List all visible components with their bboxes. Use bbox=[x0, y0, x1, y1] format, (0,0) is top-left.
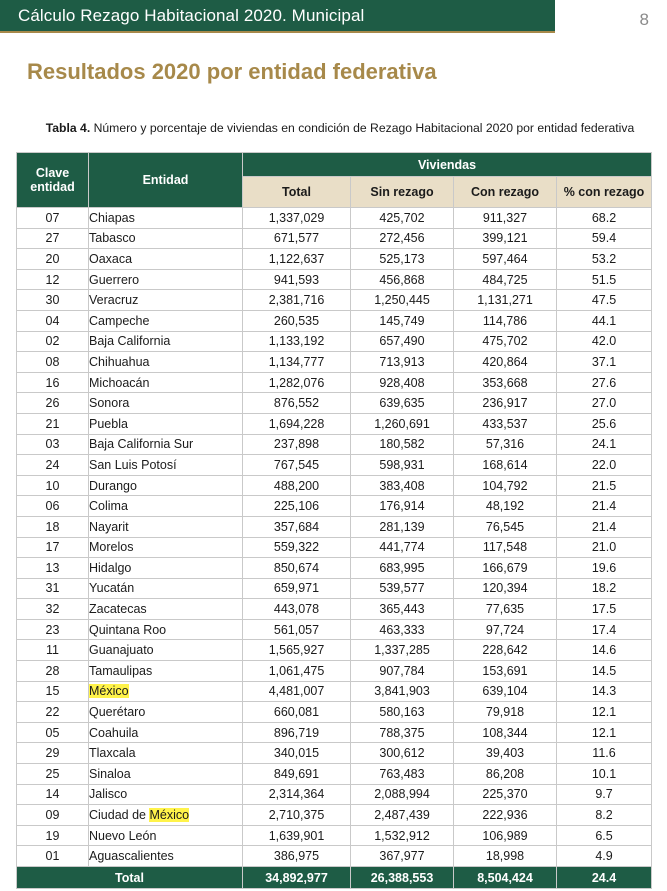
table-row bbox=[17, 784, 652, 805]
total-cell: 488,200 bbox=[243, 475, 351, 496]
table-total-row bbox=[17, 867, 652, 889]
sin-rezago-cell: 383,408 bbox=[351, 475, 454, 496]
entidad-cell: Aguascalientes bbox=[89, 846, 243, 867]
table-row bbox=[17, 805, 652, 826]
entidad-cell: Morelos bbox=[89, 537, 243, 558]
pct-con-rezago-cell: 21.4 bbox=[557, 496, 652, 517]
clave-cell: 28 bbox=[17, 661, 89, 682]
total-cell: 386,975 bbox=[243, 846, 351, 867]
clave-cell: 26 bbox=[17, 393, 89, 414]
pct-con-rezago-cell: 21.5 bbox=[557, 475, 652, 496]
entidad-cell: Colima bbox=[89, 496, 243, 517]
table-row bbox=[17, 640, 652, 661]
clave-cell: 15 bbox=[17, 681, 89, 702]
entidad-cell: Chihuahua bbox=[89, 352, 243, 373]
sin-rezago-cell: 3,841,903 bbox=[351, 681, 454, 702]
total-cell: 2,314,364 bbox=[243, 784, 351, 805]
total-cell: 1,282,076 bbox=[243, 372, 351, 393]
section-title: Resultados 2020 por entidad federativa bbox=[27, 59, 437, 84]
con-rezago-cell: 353,668 bbox=[454, 372, 557, 393]
con-rezago-cell: 79,918 bbox=[454, 702, 557, 723]
clave-cell: 08 bbox=[17, 352, 89, 373]
table-row bbox=[17, 290, 652, 311]
sin-rezago-cell: 463,333 bbox=[351, 619, 454, 640]
total-con-rezago: 8,504,424 bbox=[454, 867, 557, 889]
pct-con-rezago-cell: 21.0 bbox=[557, 537, 652, 558]
con-rezago-cell: 433,537 bbox=[454, 413, 557, 434]
table-row bbox=[17, 578, 652, 599]
sin-rezago-cell: 639,635 bbox=[351, 393, 454, 414]
clave-cell: 13 bbox=[17, 558, 89, 579]
sin-rezago-cell: 425,702 bbox=[351, 208, 454, 229]
table-row bbox=[17, 228, 652, 249]
total-cell: 876,552 bbox=[243, 393, 351, 414]
con-rezago-cell: 639,104 bbox=[454, 681, 557, 702]
entidad-name: Ciudad de México bbox=[89, 808, 190, 823]
clave-cell: 27 bbox=[17, 228, 89, 249]
sin-rezago-cell: 441,774 bbox=[351, 537, 454, 558]
total-cell: 2,710,375 bbox=[243, 805, 351, 826]
sin-rezago-cell: 788,375 bbox=[351, 722, 454, 743]
pct-con-rezago-cell: 24.1 bbox=[557, 434, 652, 455]
entidad-cell: Veracruz bbox=[89, 290, 243, 311]
total-label: Total bbox=[17, 867, 243, 889]
total-cell: 559,322 bbox=[243, 537, 351, 558]
table-row bbox=[17, 537, 652, 558]
entidad-cell bbox=[89, 681, 243, 702]
total-pct-con-rezago: 24.4 bbox=[557, 867, 652, 889]
pct-con-rezago-cell: 37.1 bbox=[557, 352, 652, 373]
clave-cell: 21 bbox=[17, 413, 89, 434]
pct-con-rezago-cell: 68.2 bbox=[557, 208, 652, 229]
sin-rezago-cell: 2,088,994 bbox=[351, 784, 454, 805]
entidad-cell: Quintana Roo bbox=[89, 619, 243, 640]
clave-cell: 31 bbox=[17, 578, 89, 599]
con-rezago-cell: 86,208 bbox=[454, 764, 557, 785]
table-row bbox=[17, 434, 652, 455]
con-rezago-cell: 484,725 bbox=[454, 269, 557, 290]
header-total: Total bbox=[243, 177, 351, 208]
table-row bbox=[17, 475, 652, 496]
table-row bbox=[17, 393, 652, 414]
total-cell: 357,684 bbox=[243, 516, 351, 537]
table-row bbox=[17, 249, 652, 270]
total-cell: 1,639,901 bbox=[243, 825, 351, 846]
entidad-cell: Querétaro bbox=[89, 702, 243, 723]
sin-rezago-cell: 300,612 bbox=[351, 743, 454, 764]
con-rezago-cell: 399,121 bbox=[454, 228, 557, 249]
table-body bbox=[17, 208, 652, 867]
total-cell: 671,577 bbox=[243, 228, 351, 249]
total-cell: 443,078 bbox=[243, 599, 351, 620]
table-row bbox=[17, 331, 652, 352]
pct-con-rezago-cell: 9.7 bbox=[557, 784, 652, 805]
pct-con-rezago-cell: 17.4 bbox=[557, 619, 652, 640]
table-row bbox=[17, 413, 652, 434]
sin-rezago-cell: 525,173 bbox=[351, 249, 454, 270]
clave-cell: 02 bbox=[17, 331, 89, 352]
pct-con-rezago-cell: 12.1 bbox=[557, 702, 652, 723]
entidad-cell: Campeche bbox=[89, 310, 243, 331]
clave-cell: 22 bbox=[17, 702, 89, 723]
clave-cell: 03 bbox=[17, 434, 89, 455]
total-cell: 4,481,007 bbox=[243, 681, 351, 702]
clave-cell: 20 bbox=[17, 249, 89, 270]
sin-rezago-cell: 2,487,439 bbox=[351, 805, 454, 826]
con-rezago-cell: 236,917 bbox=[454, 393, 557, 414]
clave-cell: 29 bbox=[17, 743, 89, 764]
table-row bbox=[17, 764, 652, 785]
total-cell: 660,081 bbox=[243, 702, 351, 723]
sin-rezago-cell: 145,749 bbox=[351, 310, 454, 331]
pct-con-rezago-cell: 25.6 bbox=[557, 413, 652, 434]
entidad-cell: Durango bbox=[89, 475, 243, 496]
sin-rezago-cell: 657,490 bbox=[351, 331, 454, 352]
con-rezago-cell: 104,792 bbox=[454, 475, 557, 496]
clave-cell: 05 bbox=[17, 722, 89, 743]
total-cell: 896,719 bbox=[243, 722, 351, 743]
table-row bbox=[17, 496, 652, 517]
entidad-cell: Jalisco bbox=[89, 784, 243, 805]
entidad-cell: Nayarit bbox=[89, 516, 243, 537]
con-rezago-cell: 153,691 bbox=[454, 661, 557, 682]
clave-cell: 07 bbox=[17, 208, 89, 229]
pct-con-rezago-cell: 14.3 bbox=[557, 681, 652, 702]
header-pct-con-rezago: % con rezago bbox=[557, 177, 652, 208]
total-cell: 1,694,228 bbox=[243, 413, 351, 434]
total-cell: 1,122,637 bbox=[243, 249, 351, 270]
con-rezago-cell: 18,998 bbox=[454, 846, 557, 867]
sin-rezago-cell: 713,913 bbox=[351, 352, 454, 373]
pct-con-rezago-cell: 27.0 bbox=[557, 393, 652, 414]
pct-con-rezago-cell: 12.1 bbox=[557, 722, 652, 743]
total-cell: 941,593 bbox=[243, 269, 351, 290]
total-cell: 850,674 bbox=[243, 558, 351, 579]
total-cell: 659,971 bbox=[243, 578, 351, 599]
clave-cell: 24 bbox=[17, 455, 89, 476]
document-header-bar bbox=[0, 0, 555, 33]
total-cell: 237,898 bbox=[243, 434, 351, 455]
entidad-cell: Sonora bbox=[89, 393, 243, 414]
clave-cell: 12 bbox=[17, 269, 89, 290]
total-viviendas: 34,892,977 bbox=[243, 867, 351, 889]
con-rezago-cell: 97,724 bbox=[454, 619, 557, 640]
header-entidad: Entidad bbox=[89, 153, 243, 208]
clave-cell: 17 bbox=[17, 537, 89, 558]
page-number: 8 bbox=[639, 10, 649, 29]
pct-con-rezago-cell: 27.6 bbox=[557, 372, 652, 393]
sin-rezago-cell: 683,995 bbox=[351, 558, 454, 579]
entidad-cell: Sinaloa bbox=[89, 764, 243, 785]
document-header-title: Cálculo Rezago Habitacional 2020. Municipal bbox=[18, 6, 365, 25]
sin-rezago-cell: 365,443 bbox=[351, 599, 454, 620]
con-rezago-cell: 225,370 bbox=[454, 784, 557, 805]
clave-cell: 06 bbox=[17, 496, 89, 517]
highlighted-text: México bbox=[149, 808, 190, 823]
table-row bbox=[17, 702, 652, 723]
entidad-cell: Coahuila bbox=[89, 722, 243, 743]
sin-rezago-cell: 580,163 bbox=[351, 702, 454, 723]
total-sin-rezago: 26,388,553 bbox=[351, 867, 454, 889]
entidad-cell: Guerrero bbox=[89, 269, 243, 290]
pct-con-rezago-cell: 11.6 bbox=[557, 743, 652, 764]
pct-con-rezago-cell: 22.0 bbox=[557, 455, 652, 476]
sin-rezago-cell: 367,977 bbox=[351, 846, 454, 867]
con-rezago-cell: 108,344 bbox=[454, 722, 557, 743]
header-viviendas: Viviendas bbox=[243, 153, 652, 177]
table-row bbox=[17, 661, 652, 682]
table-row bbox=[17, 743, 652, 764]
sin-rezago-cell: 1,532,912 bbox=[351, 825, 454, 846]
table-row bbox=[17, 681, 652, 702]
entidad-cell: Hidalgo bbox=[89, 558, 243, 579]
table-row bbox=[17, 619, 652, 640]
table-caption bbox=[40, 121, 640, 136]
clave-cell: 01 bbox=[17, 846, 89, 867]
total-cell: 260,535 bbox=[243, 310, 351, 331]
con-rezago-cell: 420,864 bbox=[454, 352, 557, 373]
pct-con-rezago-cell: 53.2 bbox=[557, 249, 652, 270]
entidad-cell: Tlaxcala bbox=[89, 743, 243, 764]
total-cell: 1,565,927 bbox=[243, 640, 351, 661]
sin-rezago-cell: 180,582 bbox=[351, 434, 454, 455]
entidad-cell bbox=[89, 805, 243, 826]
con-rezago-cell: 166,679 bbox=[454, 558, 557, 579]
table-row bbox=[17, 372, 652, 393]
entidad-cell: Baja California bbox=[89, 331, 243, 352]
clave-cell: 10 bbox=[17, 475, 89, 496]
total-cell: 340,015 bbox=[243, 743, 351, 764]
pct-con-rezago-cell: 44.1 bbox=[557, 310, 652, 331]
clave-cell: 23 bbox=[17, 619, 89, 640]
sin-rezago-cell: 539,577 bbox=[351, 578, 454, 599]
sin-rezago-cell: 272,456 bbox=[351, 228, 454, 249]
sin-rezago-cell: 176,914 bbox=[351, 496, 454, 517]
clave-cell: 30 bbox=[17, 290, 89, 311]
total-cell: 1,133,192 bbox=[243, 331, 351, 352]
clave-cell: 16 bbox=[17, 372, 89, 393]
con-rezago-cell: 168,614 bbox=[454, 455, 557, 476]
table-row bbox=[17, 722, 652, 743]
con-rezago-cell: 228,642 bbox=[454, 640, 557, 661]
rezago-table bbox=[16, 152, 652, 889]
sin-rezago-cell: 1,260,691 bbox=[351, 413, 454, 434]
con-rezago-cell: 57,316 bbox=[454, 434, 557, 455]
total-cell: 1,337,029 bbox=[243, 208, 351, 229]
entidad-cell: Yucatán bbox=[89, 578, 243, 599]
entidad-cell: Nuevo León bbox=[89, 825, 243, 846]
con-rezago-cell: 114,786 bbox=[454, 310, 557, 331]
pct-con-rezago-cell: 8.2 bbox=[557, 805, 652, 826]
con-rezago-cell: 222,936 bbox=[454, 805, 557, 826]
table-row bbox=[17, 825, 652, 846]
total-cell: 849,691 bbox=[243, 764, 351, 785]
entidad-cell: Baja California Sur bbox=[89, 434, 243, 455]
pct-con-rezago-cell: 10.1 bbox=[557, 764, 652, 785]
clave-cell: 11 bbox=[17, 640, 89, 661]
total-cell: 561,057 bbox=[243, 619, 351, 640]
header-clave-entidad: Clave entidad bbox=[17, 153, 89, 208]
entidad-cell: Guanajuato bbox=[89, 640, 243, 661]
total-cell: 1,061,475 bbox=[243, 661, 351, 682]
pct-con-rezago-cell: 47.5 bbox=[557, 290, 652, 311]
table-row bbox=[17, 599, 652, 620]
table-row bbox=[17, 269, 652, 290]
total-cell: 225,106 bbox=[243, 496, 351, 517]
total-cell: 767,545 bbox=[243, 455, 351, 476]
pct-con-rezago-cell: 19.6 bbox=[557, 558, 652, 579]
table-row bbox=[17, 352, 652, 373]
table-row bbox=[17, 846, 652, 867]
sin-rezago-cell: 928,408 bbox=[351, 372, 454, 393]
entidad-name: México bbox=[89, 684, 129, 699]
total-cell: 2,381,716 bbox=[243, 290, 351, 311]
sin-rezago-cell: 456,868 bbox=[351, 269, 454, 290]
con-rezago-cell: 77,635 bbox=[454, 599, 557, 620]
entidad-cell: San Luis Potosí bbox=[89, 455, 243, 476]
clave-cell: 32 bbox=[17, 599, 89, 620]
con-rezago-cell: 39,403 bbox=[454, 743, 557, 764]
table-row bbox=[17, 455, 652, 476]
sin-rezago-cell: 1,337,285 bbox=[351, 640, 454, 661]
entidad-cell: Puebla bbox=[89, 413, 243, 434]
con-rezago-cell: 106,989 bbox=[454, 825, 557, 846]
clave-cell: 04 bbox=[17, 310, 89, 331]
clave-cell: 25 bbox=[17, 764, 89, 785]
pct-con-rezago-cell: 14.6 bbox=[557, 640, 652, 661]
con-rezago-cell: 911,327 bbox=[454, 208, 557, 229]
con-rezago-cell: 48,192 bbox=[454, 496, 557, 517]
header-con-rezago: Con rezago bbox=[454, 177, 557, 208]
sin-rezago-cell: 763,483 bbox=[351, 764, 454, 785]
entidad-cell: Zacatecas bbox=[89, 599, 243, 620]
pct-con-rezago-cell: 6.5 bbox=[557, 825, 652, 846]
clave-cell: 19 bbox=[17, 825, 89, 846]
pct-con-rezago-cell: 4.9 bbox=[557, 846, 652, 867]
sin-rezago-cell: 598,931 bbox=[351, 455, 454, 476]
pct-con-rezago-cell: 51.5 bbox=[557, 269, 652, 290]
sin-rezago-cell: 281,139 bbox=[351, 516, 454, 537]
pct-con-rezago-cell: 14.5 bbox=[557, 661, 652, 682]
table-row bbox=[17, 516, 652, 537]
header-sin-rezago: Sin rezago bbox=[351, 177, 454, 208]
con-rezago-cell: 76,545 bbox=[454, 516, 557, 537]
con-rezago-cell: 597,464 bbox=[454, 249, 557, 270]
entidad-cell: Tamaulipas bbox=[89, 661, 243, 682]
con-rezago-cell: 475,702 bbox=[454, 331, 557, 352]
pct-con-rezago-cell: 18.2 bbox=[557, 578, 652, 599]
clave-cell: 09 bbox=[17, 805, 89, 826]
pct-con-rezago-cell: 17.5 bbox=[557, 599, 652, 620]
table-row bbox=[17, 208, 652, 229]
pct-con-rezago-cell: 42.0 bbox=[557, 331, 652, 352]
table-caption-label: Tabla 4. bbox=[45, 121, 91, 135]
con-rezago-cell: 1,131,271 bbox=[454, 290, 557, 311]
table-caption-text: Número y porcentaje de viviendas en condición de Rezago Habitacional 2020 por entidad federativa bbox=[90, 121, 635, 135]
sin-rezago-cell: 1,250,445 bbox=[351, 290, 454, 311]
entidad-cell: Chiapas bbox=[89, 208, 243, 229]
pct-con-rezago-cell: 59.4 bbox=[557, 228, 652, 249]
clave-cell: 18 bbox=[17, 516, 89, 537]
total-cell: 1,134,777 bbox=[243, 352, 351, 373]
entidad-cell: Michoacán bbox=[89, 372, 243, 393]
table-row bbox=[17, 310, 652, 331]
pct-con-rezago-cell: 21.4 bbox=[557, 516, 652, 537]
clave-cell: 14 bbox=[17, 784, 89, 805]
table-row bbox=[17, 558, 652, 579]
entidad-cell: Tabasco bbox=[89, 228, 243, 249]
sin-rezago-cell: 907,784 bbox=[351, 661, 454, 682]
con-rezago-cell: 117,548 bbox=[454, 537, 557, 558]
con-rezago-cell: 120,394 bbox=[454, 578, 557, 599]
entidad-cell: Oaxaca bbox=[89, 249, 243, 270]
